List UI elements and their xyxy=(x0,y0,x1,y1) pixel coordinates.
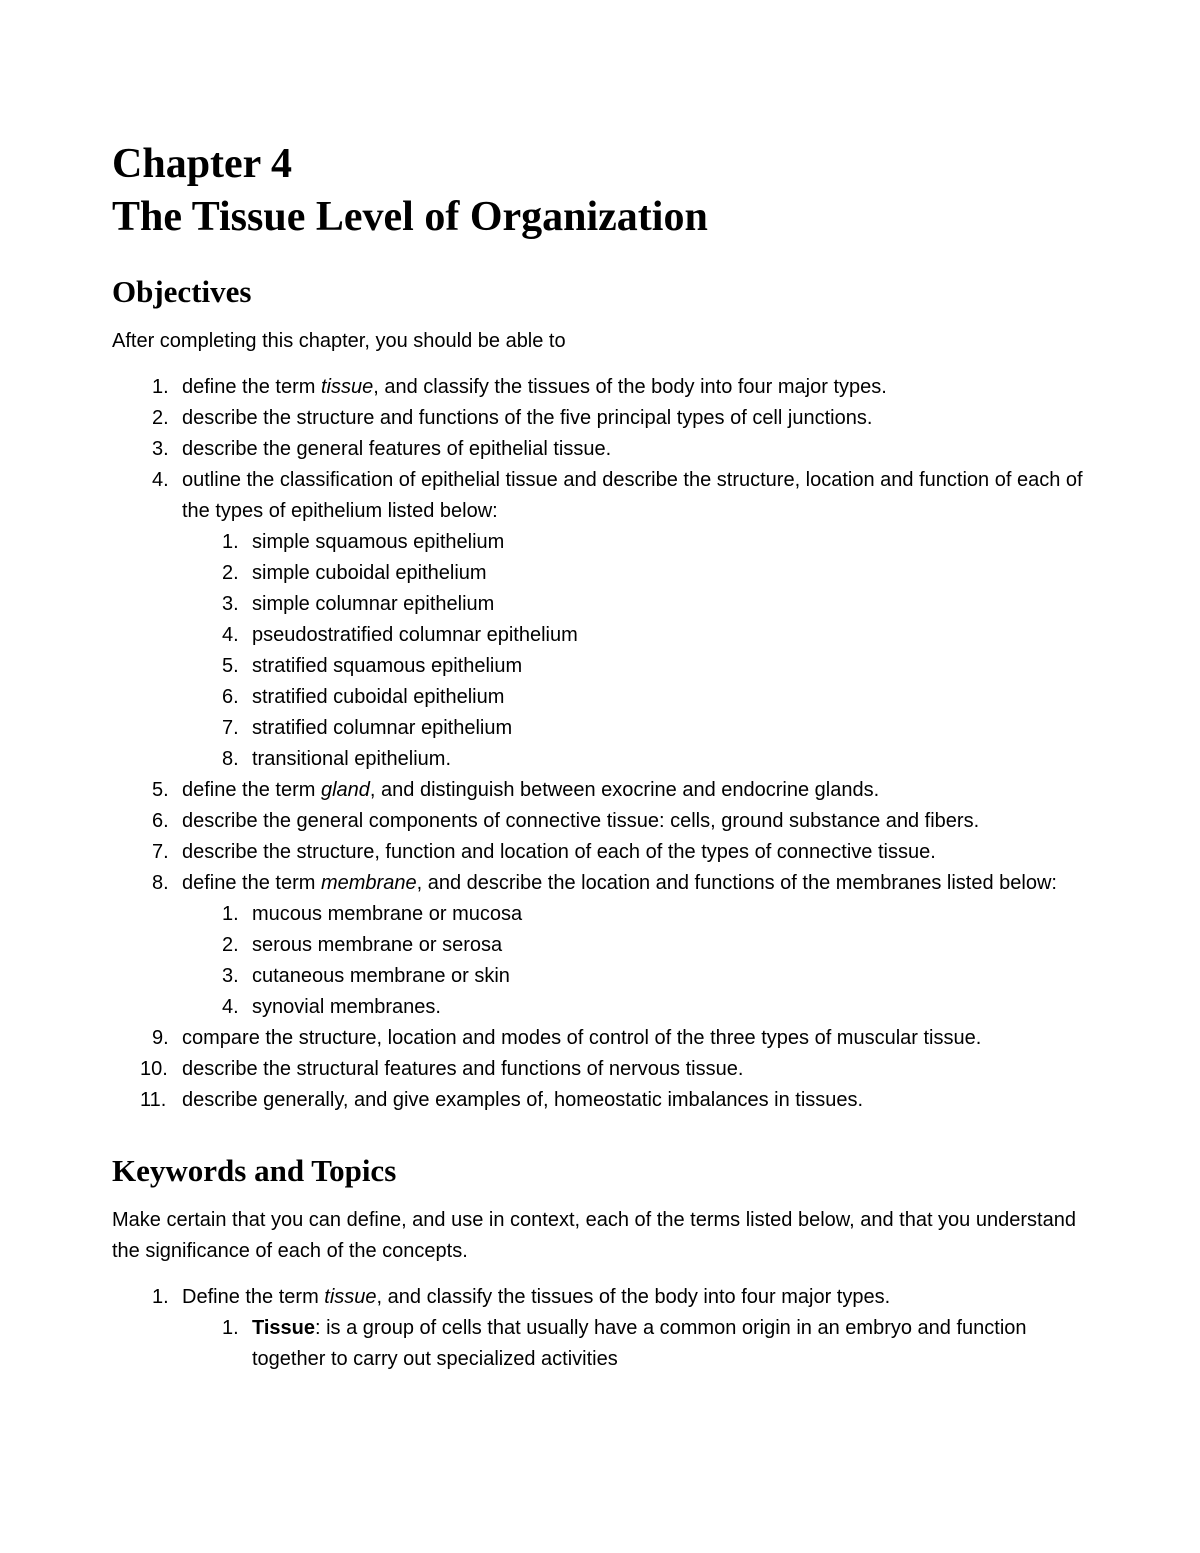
epithelium-type-text: stratified cuboidal epithelium xyxy=(252,686,505,708)
objective-text: define the term xyxy=(182,779,321,801)
chapter-title-text: The Tissue Level of Organization xyxy=(112,194,708,240)
keyword-sub-item xyxy=(182,1313,1092,1375)
membrane-types-list xyxy=(182,899,1092,1023)
objective-text: , and classify the tissues of the body into four major types. xyxy=(373,376,887,398)
chapter-number: Chapter 4 xyxy=(112,141,293,187)
list-number: 1. xyxy=(152,1286,169,1308)
objective-text: , and describe the location and functions of the membranes listed below: xyxy=(416,872,1057,894)
membrane-type-item xyxy=(182,961,1092,992)
objective-item xyxy=(112,372,1092,403)
membrane-type-text: serous membrane or serosa xyxy=(252,934,503,956)
membrane-type-text: mucous membrane or mucosa xyxy=(252,903,523,925)
objective-item xyxy=(112,837,1092,868)
objective-item xyxy=(112,1085,1092,1116)
list-number: 9. xyxy=(152,1027,169,1049)
objectives-heading: Objectives xyxy=(112,274,252,309)
objective-item xyxy=(112,775,1092,806)
list-number: 7. xyxy=(152,841,169,863)
objective-item xyxy=(112,806,1092,837)
list-number: 8. xyxy=(222,748,239,770)
list-number: 5. xyxy=(152,779,169,801)
epithelium-type-item xyxy=(182,527,1092,558)
list-number: 1. xyxy=(222,531,239,553)
list-number: 8. xyxy=(152,872,169,894)
objective-text: describe the general components of connective tissue: cells, ground substance and fibers. xyxy=(182,810,980,832)
epithelium-type-text: simple cuboidal epithelium xyxy=(252,562,487,584)
definition-term: Tissue xyxy=(252,1317,315,1339)
chapter-title xyxy=(112,138,1092,244)
objective-text: describe the structure and functions of the five principal types of cell junctions. xyxy=(182,407,873,429)
definition-text: : is a group of cells that usually have a common origin in an embryo and function together to carry out specialized activities xyxy=(252,1317,1027,1370)
objective-text: , and distinguish between exocrine and endocrine glands. xyxy=(369,779,880,801)
list-number: 4. xyxy=(152,469,169,491)
epithelium-type-item xyxy=(182,682,1092,713)
objective-text: describe the general features of epithelial tissue. xyxy=(182,438,612,460)
list-number: 10. xyxy=(140,1058,168,1080)
objective-emphasis: membrane xyxy=(320,872,417,894)
list-number: 4. xyxy=(222,996,239,1018)
keyword-text: , and classify the tissues of the body into four major types. xyxy=(376,1286,891,1308)
list-number: 3. xyxy=(222,593,239,615)
list-number: 1. xyxy=(222,1317,239,1339)
list-number: 6. xyxy=(222,686,239,708)
list-number: 2. xyxy=(222,934,239,956)
objective-text: describe the structural features and functions of nervous tissue. xyxy=(182,1058,744,1080)
objective-text: compare the structure, location and modes of control of the three types of muscular tissue. xyxy=(182,1027,982,1049)
objective-item xyxy=(112,434,1092,465)
objective-text: describe the structure, function and location of each of the types of connective tissue. xyxy=(182,841,936,863)
list-number: 7. xyxy=(222,717,239,739)
list-number: 3. xyxy=(152,438,169,460)
membrane-type-item xyxy=(182,899,1092,930)
objective-item xyxy=(112,1023,1092,1054)
keyword-sub-list xyxy=(182,1313,1092,1375)
epithelium-type-text: pseudostratified columnar epithelium xyxy=(252,624,578,646)
keyword-text: Define the term xyxy=(182,1286,325,1308)
objective-text: outline the classification of epithelial tissue and describe the structure, location and function of each of the types of epithelium listed below: xyxy=(182,469,1083,522)
objective-text: describe generally, and give examples of, homeostatic imbalances in tissues. xyxy=(182,1089,864,1111)
list-number: 1. xyxy=(152,376,169,398)
epithelium-types-list xyxy=(182,527,1092,775)
epithelium-type-text: simple columnar epithelium xyxy=(252,593,495,615)
epithelium-type-text: simple squamous epithelium xyxy=(252,531,505,553)
epithelium-type-item xyxy=(182,589,1092,620)
epithelium-type-text: stratified columnar epithelium xyxy=(252,717,513,739)
keywords-intro: Make certain that you can define, and use in context, each of the terms listed below, and that you understand the significance of each of the concepts. xyxy=(112,1209,1076,1262)
keywords-heading: Keywords and Topics xyxy=(112,1153,397,1188)
membrane-type-text: cutaneous membrane or skin xyxy=(252,965,510,987)
epithelium-type-text: stratified squamous epithelium xyxy=(252,655,523,677)
keyword-item xyxy=(112,1282,1092,1375)
list-number: 2. xyxy=(152,407,169,429)
objective-item xyxy=(112,868,1092,1023)
document-page xyxy=(112,138,1092,1375)
epithelium-type-item xyxy=(182,620,1092,651)
objective-text: define the term xyxy=(182,376,321,398)
list-number: 6. xyxy=(152,810,169,832)
objectives-intro: After completing this chapter, you should be able to xyxy=(112,330,566,352)
objective-emphasis: gland xyxy=(320,779,370,801)
list-number: 11. xyxy=(140,1089,167,1111)
objective-text: define the term xyxy=(182,872,321,894)
list-number: 4. xyxy=(222,624,239,646)
list-number: 1. xyxy=(222,903,239,925)
epithelium-type-item xyxy=(182,651,1092,682)
list-number: 3. xyxy=(222,965,239,987)
objective-item xyxy=(112,403,1092,434)
objective-emphasis: tissue xyxy=(320,376,374,398)
membrane-type-text: synovial membranes. xyxy=(252,996,441,1018)
epithelium-type-item xyxy=(182,713,1092,744)
epithelium-type-item xyxy=(182,744,1092,775)
list-number: 2. xyxy=(222,562,239,584)
epithelium-type-text: transitional epithelium. xyxy=(252,748,451,770)
membrane-type-item xyxy=(182,930,1092,961)
list-number: 5. xyxy=(222,655,239,677)
keyword-emphasis: tissue xyxy=(324,1286,377,1308)
objective-item xyxy=(112,1054,1092,1085)
objectives-list xyxy=(112,372,1092,1116)
membrane-type-item xyxy=(182,992,1092,1023)
keywords-list xyxy=(112,1282,1092,1375)
objective-item xyxy=(112,465,1092,775)
epithelium-type-item xyxy=(182,558,1092,589)
